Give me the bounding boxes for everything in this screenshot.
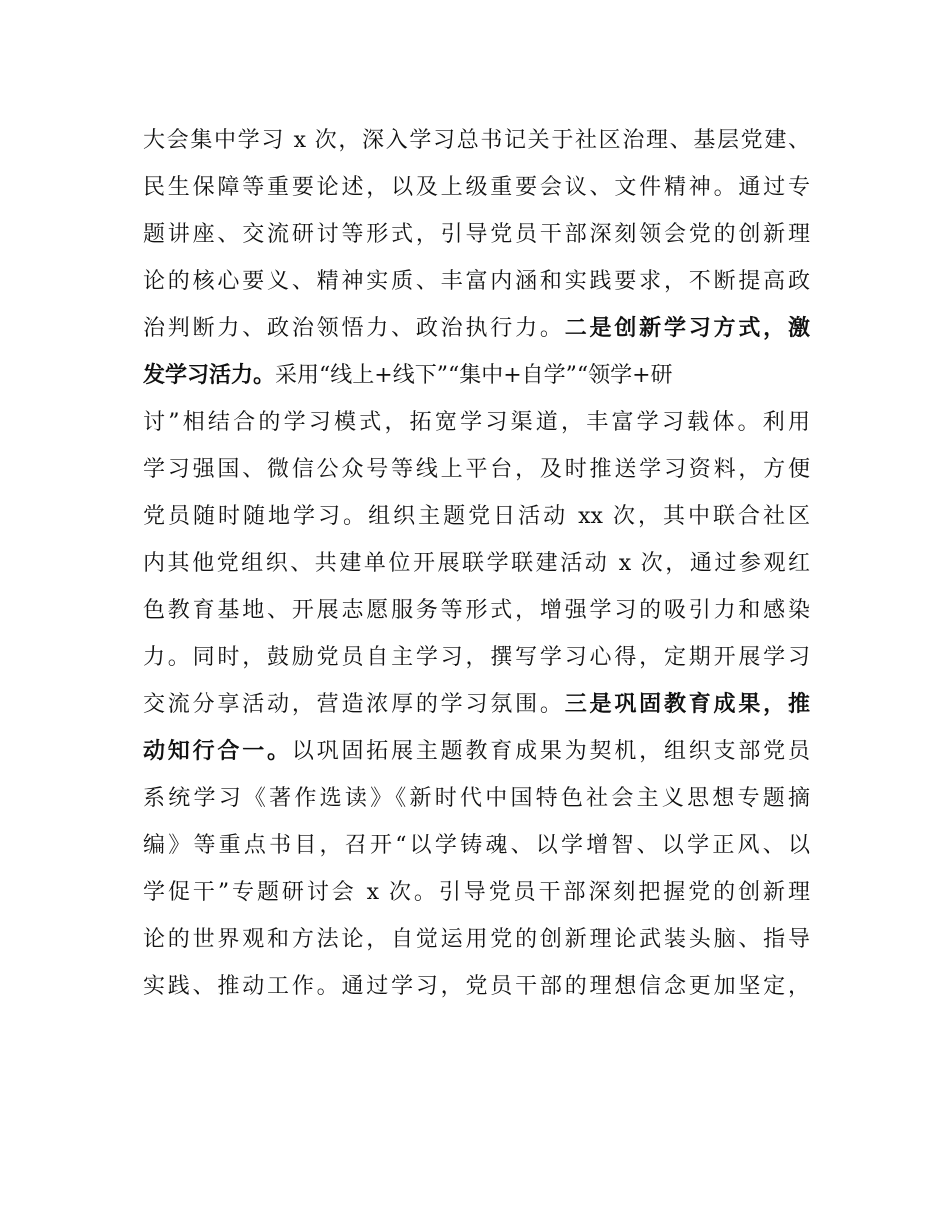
text-line [143, 963, 810, 1010]
text-line [143, 305, 810, 352]
text-line [143, 634, 810, 681]
text-line [143, 775, 810, 822]
text-line [143, 916, 810, 963]
text-line [143, 822, 810, 869]
text-line [143, 540, 810, 587]
body-text: 讨”相结合的学习模式，拓宽学习渠道，丰富学习载体。利用 [143, 410, 810, 435]
text-line [143, 869, 810, 916]
body-text: 编》等重点书目，召开“以学铸魂、以学增智、以学正风、以 [143, 833, 810, 858]
text-line [143, 399, 810, 446]
text-line [143, 681, 810, 728]
body-text: 党员随时随地学习。组织主题党日活动 xx 次，其中联合社区 [143, 504, 810, 529]
body-text: 治判断力、政治领悟力、政治执行力。 [143, 316, 565, 341]
body-text: 学促干”专题研讨会 x 次。引导党员干部深刻把握党的创新理 [143, 880, 810, 905]
bold-heading-text: 三是巩固教育成果，推 [564, 692, 810, 717]
text-line [143, 117, 810, 164]
body-text: 采用“线上+线下”“集中+自学”“领学+研 [275, 363, 673, 388]
text-line [143, 493, 810, 540]
body-text: 力。同时，鼓励党员自主学习，撰写学习心得，定期开展学习 [143, 645, 810, 670]
body-text: 以巩固拓展主题教育成果为契机，组织支部党员 [291, 739, 810, 764]
text-line [143, 587, 810, 634]
body-text: 实践、推动工作。通过学习，党员干部的理想信念更加坚定， [143, 974, 810, 999]
body-text: 论的核心要义、精神实质、丰富内涵和实践要求，不断提高政 [143, 269, 810, 294]
text-line [143, 211, 810, 258]
bold-heading-text: 动知行合一。 [143, 739, 292, 764]
body-text: 大会集中学习 x 次，深入学习总书记关于社区治理、基层党建、 [143, 128, 810, 153]
text-line [143, 728, 810, 775]
text-line [143, 446, 810, 493]
text-line [143, 258, 810, 305]
body-text: 论的世界观和方法论，自觉运用党的创新理论武装头脑、指导 [143, 927, 810, 952]
text-line [143, 352, 810, 399]
body-text: 题讲座、交流研讨等形式，引导党员干部深刻领会党的创新理 [143, 222, 810, 247]
bold-heading-text: 二是创新学习方式，激 [564, 316, 810, 341]
body-text: 民生保障等重要论述，以及上级重要会议、文件精神。通过专 [143, 175, 810, 200]
bold-heading-text: 发学习活力。 [143, 363, 276, 388]
body-text: 学习强国、微信公众号等线上平台，及时推送学习资料，方便 [143, 457, 810, 482]
body-text: 系统学习《著作选读》《新时代中国特色社会主义思想专题摘 [143, 786, 810, 811]
body-text: 内其他党组织、共建单位开展联学联建活动 x 次，通过参观红 [143, 551, 810, 576]
text-line [143, 164, 810, 211]
document-page [143, 117, 810, 1010]
body-text: 色教育基地、开展志愿服务等形式，增强学习的吸引力和感染 [143, 598, 810, 623]
body-text: 交流分享活动，营造浓厚的学习氛围。 [143, 692, 565, 717]
